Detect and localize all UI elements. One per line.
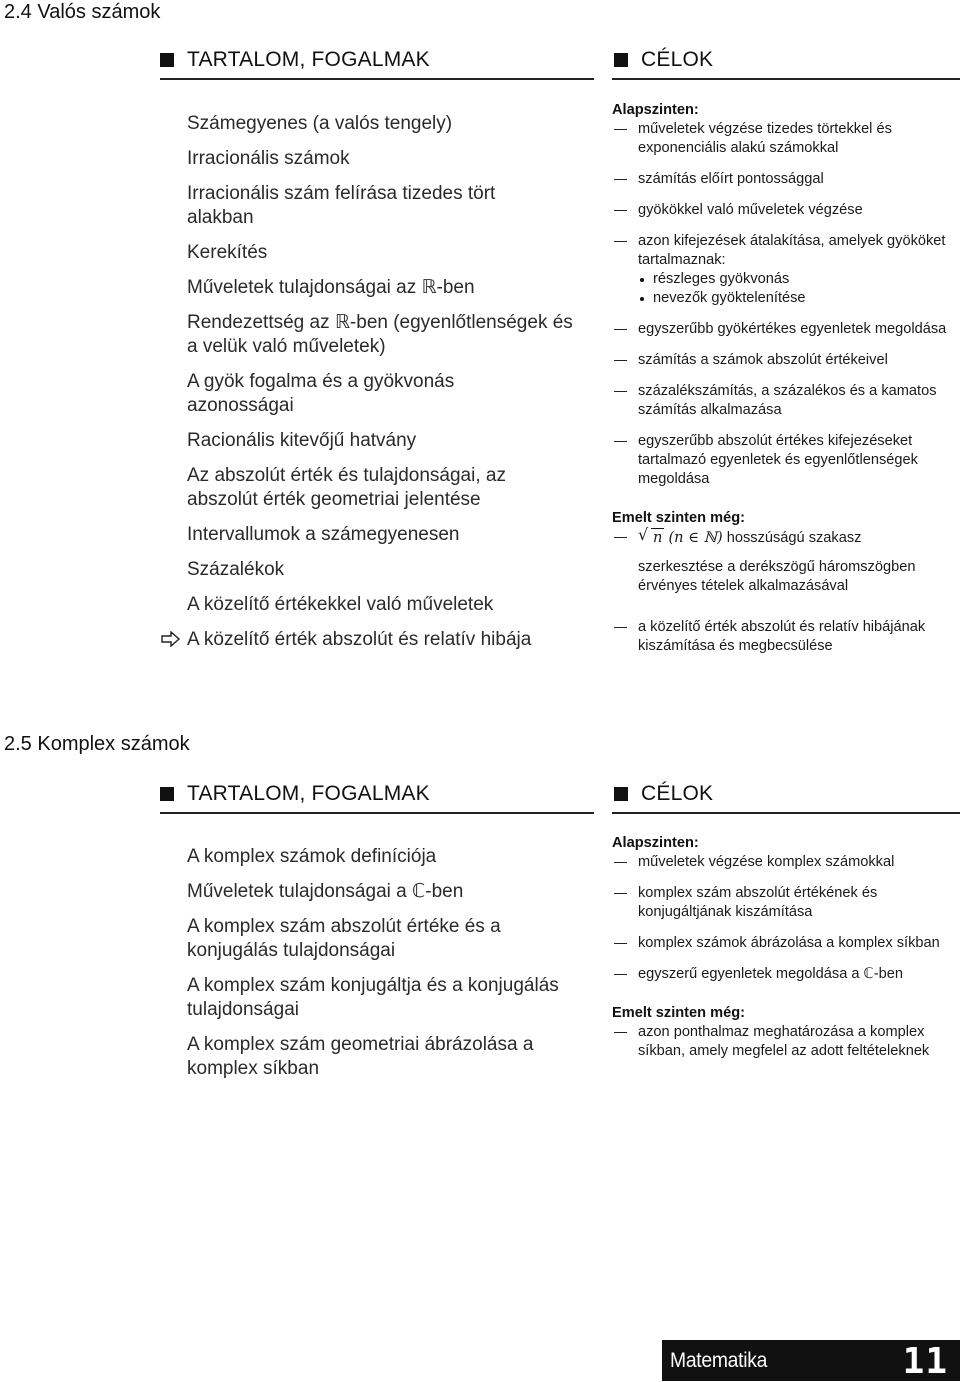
sub-goal-list bbox=[638, 270, 960, 308]
sub-goal-item: részleges gyökvonás bbox=[638, 270, 960, 289]
goals-heading-1 bbox=[614, 48, 713, 72]
topic-item: Rendezettség az ℝ-ben (egyenlőtlenségek és a velük való műveletek) bbox=[187, 312, 573, 357]
page-footer bbox=[662, 1340, 960, 1381]
goal-item: műveletek végzése tizedes törtekkel és exponenciális alakú számokkal bbox=[612, 120, 960, 158]
content-heading-2 bbox=[160, 782, 430, 806]
topic-item: Számegyenes (a valós tengely) bbox=[187, 113, 453, 134]
arrow-right-icon bbox=[161, 631, 181, 647]
topic-item: Irracionális szám felírása tizedes tört alakban bbox=[187, 183, 496, 228]
content-heading-rule bbox=[160, 78, 594, 80]
topic-item: A komplex szám abszolút értéke és a konjugálás tulajdonságai bbox=[187, 916, 501, 961]
goal-item: százalékszámítás, a százalékos és a kamatos számítás alkalmazása bbox=[612, 382, 960, 420]
goals-heading-label: CÉLOK bbox=[641, 782, 714, 805]
goal-item: egyszerűbb abszolút értékes kifejezéseket tartalmazó egyenletek és egyenlőtlenségek megoldása bbox=[612, 432, 960, 489]
goal-item: komplex szám abszolút értékének és konjugáltjának kiszámítása bbox=[612, 884, 960, 922]
paren-expression: (n ∈ ℕ) bbox=[668, 529, 723, 546]
goal-item: számítás a számok abszolút értékeivel bbox=[612, 351, 960, 370]
basic-level-label: Alapszinten: bbox=[612, 835, 699, 851]
topic-item: Irracionális számok bbox=[187, 148, 350, 169]
content-heading-rule bbox=[160, 812, 594, 814]
goals-heading-rule bbox=[612, 78, 960, 80]
advanced-goal-list bbox=[612, 1023, 960, 1061]
content-heading-label: TARTALOM, FOGALMAK bbox=[187, 48, 430, 71]
topic-item: Az abszolút érték és tulajdonságai, az abszolút érték geometriai jelentése bbox=[187, 465, 506, 510]
advanced-level-label: Emelt szinten még: bbox=[612, 510, 745, 526]
goal-item: komplex számok ábrázolása a komplex síkban bbox=[612, 934, 960, 953]
topic-item: Racionális kitevőjű hatvány bbox=[187, 430, 417, 451]
topic-item: Százalékok bbox=[187, 559, 285, 580]
topic-item: Műveletek tulajdonságai a ℂ-ben bbox=[187, 881, 464, 902]
square-bullet-icon bbox=[614, 53, 628, 67]
topic-item: Műveletek tulajdonságai az ℝ-ben bbox=[187, 277, 475, 298]
goal-item: √ n (n ∈ ℕ) hosszúságú szakasz szerkesztése a derékszögű háromszögben érvényes tételek alkalmazásával bbox=[612, 528, 960, 596]
goal-item: egyszerűbb gyökértékes egyenletek megoldása bbox=[612, 320, 960, 339]
topic-item: A komplex számok definíciója bbox=[187, 846, 437, 867]
goals-block-1 bbox=[612, 101, 960, 668]
goal-item: gyökökkel való műveletek végzése bbox=[612, 201, 960, 220]
footer-subject-label: Matematika bbox=[670, 1348, 768, 1372]
basic-goal-list bbox=[612, 120, 960, 489]
goal-item: azon kifejezések átalakítása, amelyek gyököket tartalmaznak: részleges gyökvonás nevezők gyöktelenítése bbox=[612, 232, 960, 308]
goal-item: számítás előírt pontossággal bbox=[612, 170, 960, 189]
topic-item: Intervallumok a számegyenesen bbox=[187, 524, 460, 545]
topic-item: A komplex szám konjugáltja és a konjugálás tulajdonságai bbox=[187, 975, 559, 1020]
basic-goal-list bbox=[612, 853, 960, 984]
topic-item: Kerekítés bbox=[187, 242, 268, 263]
square-bullet-icon bbox=[160, 787, 174, 801]
goal-item: egyszerű egyenletek megoldása a ℂ-ben bbox=[612, 965, 960, 984]
goals-heading-label: CÉLOK bbox=[641, 48, 714, 71]
sub-goal-item: nevezők gyöktelenítése bbox=[638, 289, 960, 308]
goal-item: a közelítő érték abszolút és relatív hibájának kiszámítása és megbecsülése bbox=[612, 618, 960, 656]
topic-list-1 bbox=[187, 112, 597, 663]
goals-heading-2 bbox=[614, 782, 713, 806]
section-title-komplex: 2.5 Komplex számok bbox=[4, 733, 190, 755]
goal-item: azon ponthalmaz meghatározása a komplex síkban, amely megfelel az adott feltételeknek bbox=[612, 1023, 960, 1061]
advanced-goal-list bbox=[612, 525, 960, 656]
sqrt-expression: √ n bbox=[638, 525, 663, 546]
goals-heading-rule bbox=[612, 812, 960, 814]
basic-level-label: Alapszinten: bbox=[612, 102, 699, 118]
goals-block-2 bbox=[612, 834, 960, 1073]
section-title-valos: 2.4 Valós számok bbox=[4, 1, 161, 23]
topic-item: A közelítő értékekkel való műveletek bbox=[187, 594, 494, 615]
topic-list-2 bbox=[187, 845, 597, 1092]
square-bullet-icon bbox=[614, 787, 628, 801]
page-number: 11 bbox=[902, 1341, 948, 1382]
topic-item: A közelítő érték abszolút és relatív hibája bbox=[187, 628, 597, 652]
square-bullet-icon bbox=[160, 53, 174, 67]
topic-item: A komplex szám geometriai ábrázolása a komplex síkban bbox=[187, 1034, 534, 1079]
content-heading-1 bbox=[160, 48, 430, 72]
topic-item: A gyök fogalma és a gyökvonás azonosságai bbox=[187, 371, 455, 416]
advanced-level-label: Emelt szinten még: bbox=[612, 1005, 745, 1021]
content-heading-label: TARTALOM, FOGALMAK bbox=[187, 782, 430, 805]
goal-item: műveletek végzése komplex számokkal bbox=[612, 853, 960, 872]
